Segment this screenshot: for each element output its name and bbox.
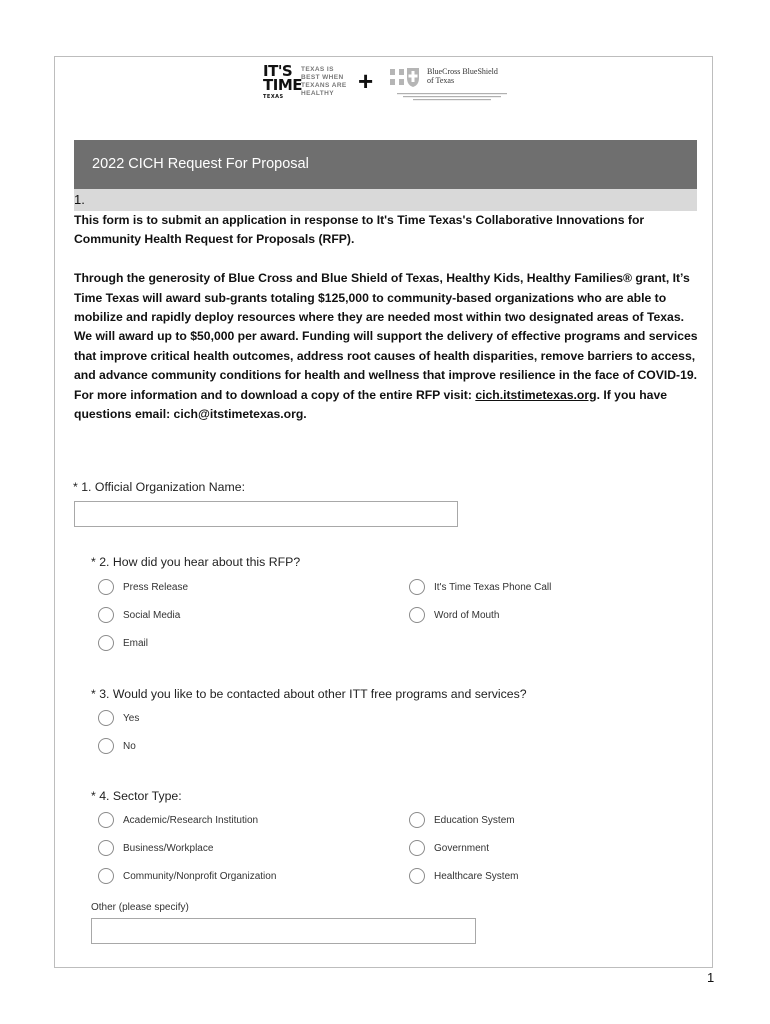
option-label: Healthcare System [434, 870, 519, 882]
rfp-link[interactable]: cich.itstimetexas.org [475, 387, 597, 402]
option-label: Academic/Research Institution [123, 814, 259, 826]
radio-button[interactable] [409, 812, 425, 828]
intro-text-segment: Through the generosity of Blue Cross and Blue Shield of Texas, Healthy Kids, Healthy Families® grant, It’s Time Texas will award sub-grants totaling $125,000 to community-based organizations who are able to mobilize and rapidly deploy resources where they are needed most within two designated areas of Texas. We will award up to $50,000 per award. Funding will support the delivery of effective programs and services that improve critical health outcomes, address root causes of health disparities, remove barriers to access, and advance community conditions for health and wellness that improve resilience in the face of COVID-19. For more information and to download a copy of the entire RFP visit: [74, 271, 698, 402]
radio-button[interactable] [98, 738, 114, 754]
page-number: 1 [707, 970, 715, 985]
bcbs-fine-print [397, 93, 507, 101]
radio-option-social-media[interactable] [98, 606, 180, 624]
bcbs-wordmark [427, 67, 498, 85]
bcbs-line-2: of Texas [427, 76, 455, 85]
itt-tagline [301, 66, 347, 98]
its-time-texas-logo [263, 64, 302, 100]
option-label: Government [434, 842, 490, 854]
bcbs-cross-shield-icon [389, 66, 421, 88]
radio-option-academic[interactable] [98, 811, 258, 829]
option-label: Social Media [123, 609, 181, 621]
logo-line-2: TIME [263, 76, 302, 94]
intro-paragraph: This form is to submit an application in response to It's Time Texas's Collaborative Innovations for Community Health Request for Proposals (RFP). [74, 213, 645, 247]
radio-option-education[interactable] [409, 811, 515, 829]
tagline-line: TEXAS IS [301, 66, 334, 73]
section-header [74, 189, 697, 211]
radio-button[interactable] [98, 607, 114, 623]
question-1-label: * 1. Official Organization Name: [73, 480, 246, 494]
organization-name-input[interactable] [74, 501, 458, 527]
radio-option-email[interactable] [98, 634, 148, 652]
radio-button[interactable] [409, 868, 425, 884]
radio-option-word-of-mouth[interactable] [409, 606, 499, 624]
radio-button[interactable] [409, 607, 425, 623]
other-specify-input[interactable] [91, 918, 476, 944]
intro-text-segment: . If you have questions email: cich@itstimetexas.org. [74, 387, 667, 422]
option-label: It's Time Texas Phone Call [434, 581, 552, 593]
tagline-line: HEALTHY [301, 90, 335, 97]
section-number: 1. [74, 192, 85, 207]
sponsor-logos [263, 64, 513, 106]
radio-option-yes[interactable] [98, 709, 139, 727]
bcbs-line-1: BlueCross BlueShield [427, 67, 498, 76]
question-2-label: * 2. How did you hear about this RFP? [91, 555, 301, 569]
logo-line-1: IT'S [263, 62, 293, 80]
tagline-line: TEXANS ARE [301, 82, 347, 89]
radio-button[interactable] [98, 812, 114, 828]
radio-button[interactable] [98, 710, 114, 726]
option-label: Community/Nonprofit Organization [123, 870, 277, 882]
radio-button[interactable] [98, 868, 114, 884]
logo-sub: TEXAS [263, 94, 284, 100]
option-label: Yes [123, 712, 140, 724]
question-3-label: * 3. Would you like to be contacted about other ITT free programs and services? [91, 687, 527, 701]
radio-option-no[interactable] [98, 737, 136, 755]
radio-button[interactable] [409, 840, 425, 856]
radio-button[interactable] [409, 579, 425, 595]
radio-button[interactable] [98, 635, 114, 651]
intro-text [74, 211, 704, 424]
other-specify-label: Other (please specify) [91, 902, 189, 913]
option-label: Business/Workplace [123, 842, 214, 854]
plus-icon: + [358, 66, 374, 96]
option-label: Email [123, 637, 149, 649]
radio-option-press-release[interactable] [98, 578, 188, 596]
radio-option-community[interactable] [98, 867, 276, 885]
radio-option-business[interactable] [98, 839, 213, 857]
radio-option-phone-call[interactable] [409, 578, 551, 596]
radio-option-government[interactable] [409, 839, 489, 857]
option-label: Education System [434, 814, 515, 826]
intro-paragraph [74, 269, 704, 424]
radio-button[interactable] [98, 840, 114, 856]
radio-button[interactable] [98, 579, 114, 595]
page-title: 2022 CICH Request For Proposal [92, 156, 309, 172]
option-label: Word of Mouth [434, 609, 500, 621]
form-title-bar [74, 140, 697, 189]
option-label: Press Release [123, 581, 189, 593]
question-4-label: * 4. Sector Type: [91, 789, 182, 803]
radio-option-healthcare[interactable] [409, 867, 518, 885]
tagline-line: BEST WHEN [301, 74, 344, 81]
option-label: No [123, 740, 136, 752]
